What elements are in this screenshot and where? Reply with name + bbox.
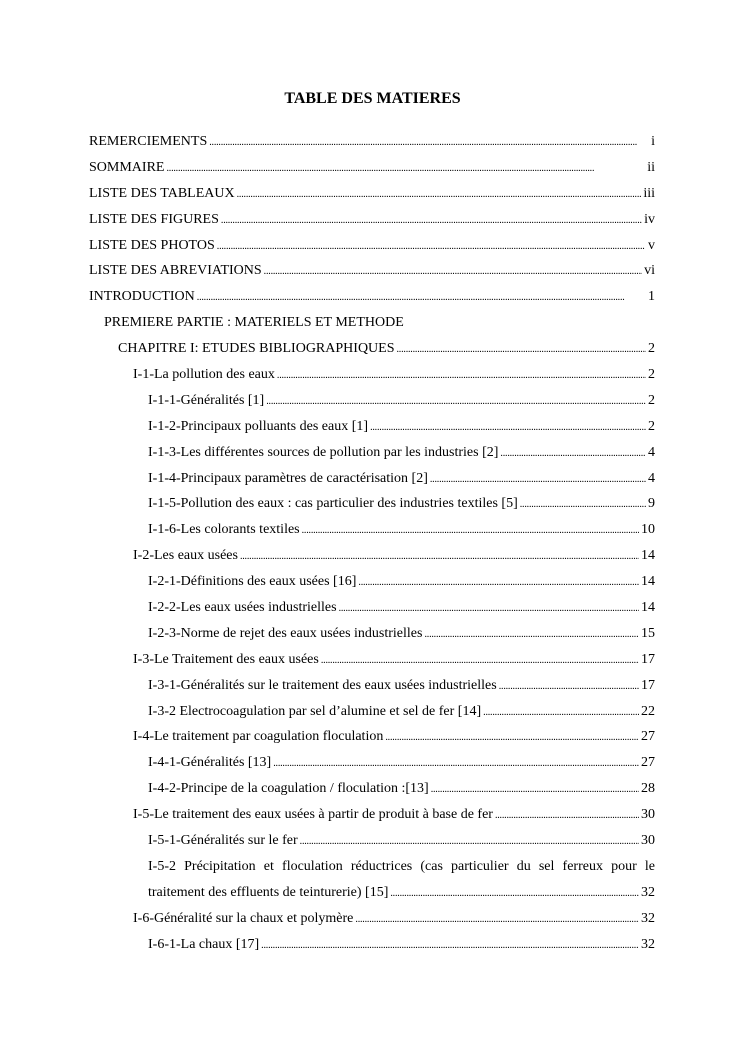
toc-entry-i-1-1[interactable] [89,390,655,416]
dot-leader [520,493,646,516]
toc-page-number: 1 [648,289,655,305]
toc-page-number: 10 [641,522,655,538]
toc-entry-i-2-3[interactable] [89,623,655,649]
toc-page-number: 22 [641,703,655,719]
toc-part-heading[interactable] [89,312,655,338]
toc-page-number: ii [647,159,655,175]
dot-leader [499,675,639,698]
toc-page-number: iii [643,185,655,201]
toc-entry-label: I-1-4-Principaux paramètres de caractérisation [2] [148,470,428,486]
toc-page-number: 2 [648,418,655,434]
toc-entry-label: I-3-2 Electrocoagulation par sel d’alumine et sel de fer [14] [148,703,482,719]
toc-entry-label: I-1-6-Les colorants textiles [148,522,300,538]
toc-entry-label: I-2-Les eaux usées [133,548,238,564]
toc-entry-label: I-3-1-Généralités sur le traitement des eaux usées industrielles [148,677,497,693]
dot-leader [424,623,639,646]
dot-leader [495,804,639,827]
toc-entry-label: I-1-3-Les différentes sources de pollution par les industries [2] [148,444,499,460]
dot-leader [261,934,639,957]
toc-page-number: 15 [641,625,655,641]
toc-entry-label: CHAPITRE I: ETUDES BIBLIOGRAPHIQUES [118,341,395,357]
dot-leader [500,442,646,465]
toc-entry-i-5-1[interactable] [89,830,655,856]
toc-entry-liste-figures[interactable] [89,209,655,235]
toc-entry-label: I-2-3-Norme de rejet des eaux usées industrielles [148,625,423,641]
dot-leader [197,286,646,309]
toc-page-number: 27 [641,755,655,771]
toc-entry-i-4[interactable] [89,726,655,752]
toc-entry-label: LISTE DES TABLEAUX [89,185,235,201]
toc-entry-remerciements[interactable] [89,131,655,157]
dot-leader [358,571,639,594]
toc-entry-label: LISTE DES ABREVIATIONS [89,263,262,279]
dot-leader [483,701,639,724]
toc-page-number: 2 [648,392,655,408]
toc-entry-chapitre-1[interactable] [89,338,655,364]
toc-page-number: 4 [648,470,655,486]
toc-entry-label: I-5-1-Généralités sur le fer [148,833,298,849]
toc-entry-label: I-4-Le traitement par coagulation floculation [133,729,384,745]
page-title: TABLE DES MATIERES [284,90,461,107]
toc-page-number: 32 [641,910,655,926]
toc-entry-liste-tableaux[interactable] [89,183,655,209]
toc-entry-i-1-6[interactable] [89,519,655,545]
dot-leader [237,183,642,206]
toc-entry-label: SOMMAIRE [89,159,165,175]
toc-entry-label-line2-row [148,882,655,908]
toc-entry-label: I-6-1-La chaux [17] [148,936,260,952]
dot-leader [264,260,642,283]
toc-entry-introduction[interactable] [89,286,655,312]
toc-page-number: 14 [641,548,655,564]
dot-leader [355,908,639,931]
toc-entry-liste-photos[interactable] [89,235,655,261]
dot-leader [266,390,646,413]
toc-entry-i-1-5[interactable] [89,493,655,519]
toc-entry-label-line2: traitement des effluents de teinturerie) [15] [148,884,389,900]
toc-entry-label: I-2-1-Définitions des eaux usées [16] [148,574,357,590]
toc-entry-label: I-4-2-Principe de la coagulation / floculation :[13] [148,781,429,797]
dot-leader [321,649,639,672]
toc-entry-i-3[interactable] [89,649,655,675]
toc-page-number: 30 [641,807,655,823]
dot-leader [370,416,646,439]
toc-page-number: 14 [641,600,655,616]
toc-page-number: 4 [648,444,655,460]
dot-leader [431,778,639,801]
toc-page-number: 17 [641,651,655,667]
toc-page-number: 27 [641,729,655,745]
dot-leader [339,597,639,620]
dot-leader [430,468,646,491]
toc-entry-liste-abreviations[interactable] [89,260,655,286]
dot-leader [390,882,639,905]
toc-page-number: 17 [641,677,655,693]
toc-entry-i-1-2[interactable] [89,416,655,442]
toc-entry-i-2-1[interactable] [89,571,655,597]
toc-entry-label: I-3-Le Traitement des eaux usées [133,651,319,667]
toc-entry-i-3-2[interactable] [89,701,655,727]
toc-entry-i-5-2[interactable] [89,856,655,908]
dot-leader [217,235,646,258]
toc-entry-i-6-1[interactable] [89,934,655,960]
toc-entry-i-4-2[interactable] [89,778,655,804]
dot-leader [166,157,645,180]
table-of-contents [89,131,655,960]
toc-page-number: 32 [641,936,655,952]
toc-page-number: 14 [641,574,655,590]
toc-page-number: iv [644,211,655,227]
dot-leader [397,338,647,361]
toc-entry-sommaire[interactable] [89,157,655,183]
toc-page-number: 2 [648,367,655,383]
dot-leader [240,545,639,568]
dot-leader [273,752,639,775]
toc-entry-label: I-6-Généralité sur la chaux et polymère [133,910,354,926]
toc-entry-i-6[interactable] [89,908,655,934]
toc-entry-i-1-3[interactable] [89,442,655,468]
toc-entry-i-4-1[interactable] [89,752,655,778]
toc-page-number: 2 [648,341,655,357]
toc-entry-i-5[interactable] [89,804,655,830]
dot-leader [300,830,639,853]
toc-entry-label-line1: I-5-2 Précipitation et floculation réductrices (cas particulier du sel ferreux pour le [148,858,655,874]
toc-entry-i-1-4[interactable] [89,468,655,494]
toc-page-number: vi [644,263,655,279]
dot-leader [209,131,649,154]
toc-entry-i-3-1[interactable] [89,675,655,701]
toc-page-number: 30 [641,833,655,849]
toc-entry-label: I-1-1-Généralités [1] [148,392,265,408]
toc-entry-i-2-2[interactable] [89,597,655,623]
toc-entry-label: LISTE DES FIGURES [89,211,219,227]
toc-page-number: i [651,134,655,149]
toc-entry-label: PREMIERE PARTIE : MATERIELS ET METHODE [104,315,404,331]
dot-leader [277,364,646,387]
toc-entry-label: I-1-2-Principaux polluants des eaux [1] [148,418,369,434]
toc-entry-label: I-4-1-Généralités [13] [148,755,272,771]
toc-entry-label: I-5-Le traitement des eaux usées à partir de produit à base de fer [133,807,493,823]
toc-page-number: v [648,237,655,253]
toc-page-number: 28 [641,781,655,797]
toc-page-number: 9 [648,496,655,512]
dot-leader [385,726,639,749]
toc-page-number: 32 [641,884,655,900]
toc-entry-label: I-1-La pollution des eaux [133,367,275,383]
toc-entry-i-2[interactable] [89,545,655,571]
dot-leader [221,209,642,232]
toc-entry-label: REMERCIEMENTS [89,134,208,149]
toc-entry-label: I-2-2-Les eaux usées industrielles [148,600,337,616]
toc-entry-label: LISTE DES PHOTOS [89,237,215,253]
toc-entry-i-1[interactable] [89,364,655,390]
dot-leader [302,519,639,542]
toc-entry-label: INTRODUCTION [89,289,195,305]
toc-entry-label: I-1-5-Pollution des eaux : cas particulier des industries textiles [5] [148,496,518,512]
